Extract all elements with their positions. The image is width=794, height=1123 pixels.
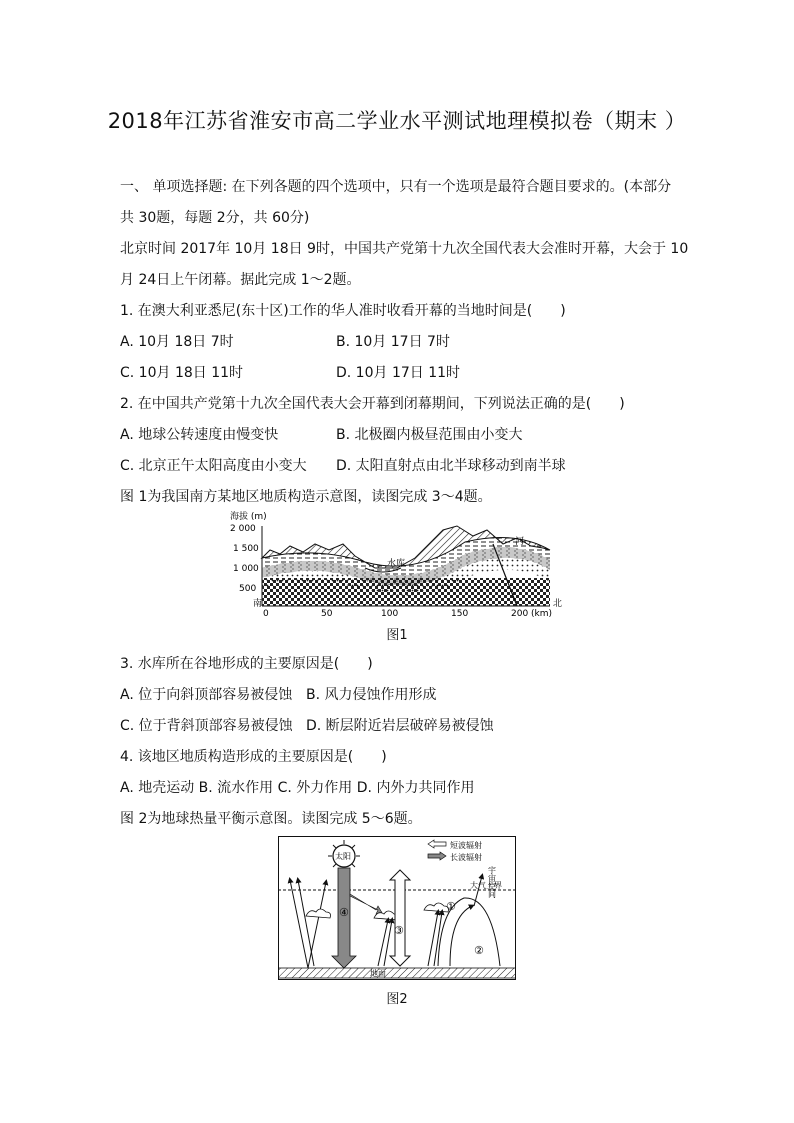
label-4: ④ [339,906,349,919]
x-tick: 100 [381,609,399,619]
y-tick: 1 000 [233,564,259,574]
question-3-stem: 3. 水库所在谷地形成的主要原因是( ) [120,656,373,672]
figure-2-caption: 图2 [386,992,408,1007]
question-1-stem: 1. 在澳大利亚悉尼(东十区)工作的华人准时收看开幕的当地时间是( ) [120,303,566,319]
q2-option-d: D. 太阳直射点由北半球移动到南半球 [336,458,566,474]
q4-options: A. 地壳运动 B. 流水作用 C. 外力作用 D. 内外力共同作用 [120,780,475,796]
context-paragraph: 北京时间 2017年 10月 18日 9时，中国共产党第十九次全国代表大会准时开幕，大会于 10 [120,241,689,257]
label-2: ② [474,944,484,957]
section-instruction: 一、 单项选择题: 在下列各题的四个选项中，只有一个选项是最符合题目要求的。(本部分 [120,179,672,195]
long-wave-label: 长波辐射 [450,853,482,862]
x-tick: 0 [263,609,269,619]
figure-2-intro: 图 2为地球热量平衡示意图。读图完成 5～6题。 [120,811,422,827]
q3-option-b: B. 风力侵蚀作用形成 [306,687,437,703]
north-label: 北 [553,599,563,609]
q2-option-a: A. 地球公转速度由慢变快 [120,427,279,443]
y-tick: 500 [239,584,257,594]
atmosphere-top-label: 大气上界 [470,881,502,890]
q1-option-b: B. 10月 17日 7时 [336,334,450,350]
q1-option-c: C. 10月 18日 11时 [120,365,244,381]
space-label: 宇宙空间 [487,866,497,898]
sun-label: 太阳 [335,852,351,861]
x-tick: 150 [451,609,469,619]
figure-1-caption: 图1 [386,628,408,643]
context-paragraph-cont: 月 24日上午闭幕。据此完成 1～2题。 [120,272,361,288]
y-axis-label: 海拔 (m) [230,512,267,522]
section-instruction-cont: 共 30题，每题 2分，共 60分) [120,210,310,226]
reservoir-label: 水库 [387,559,406,569]
x-unit: (km) [531,609,553,619]
ground-band [278,968,516,978]
figure-1-intro: 图 1为我国南方某地区地质构造示意图，读图完成 3～4题。 [120,489,492,505]
page-title: 2018年江苏省淮安市高二学业水平测试地理模拟卷（期末 ） [107,109,687,133]
q1-option-d: D. 10月 17日 11时 [336,365,461,381]
figure-1-geology [225,508,570,620]
question-4-stem: 4. 该地区地质构造形成的主要原因是( ) [120,749,387,765]
x-tick: 50 [321,609,333,619]
y-tick: 1 500 [233,544,259,554]
q2-option-c: C. 北京正午太阳高度由小变大 [120,458,307,474]
q3-option-a: A. 位于向斜顶部容易被侵蚀 [120,687,293,703]
ground-label: 地面 [370,969,386,978]
south-label: 南 [253,599,263,609]
y-tick: 2 000 [230,524,256,534]
short-wave-label: 短波辐射 [450,841,482,850]
river-label: 河 [515,537,525,547]
q2-option-b: B. 北极圈内极昼范围由小变大 [336,427,523,443]
q1-option-a: A. 10月 18日 7时 [120,334,234,350]
q3-option-d: D. 断层附近岩层破碎易被侵蚀 [306,718,494,734]
q3-option-c: C. 位于背斜顶部容易被侵蚀 [120,718,293,734]
x-tick: 200 [511,609,529,619]
question-2-stem: 2. 在中国共产党第十九次全国代表大会开幕到闭幕期间，下列说法正确的是( ) [120,396,625,412]
label-3: ③ [394,924,404,937]
label-1: ① [446,900,456,913]
figure-2-heat-balance [278,836,516,980]
